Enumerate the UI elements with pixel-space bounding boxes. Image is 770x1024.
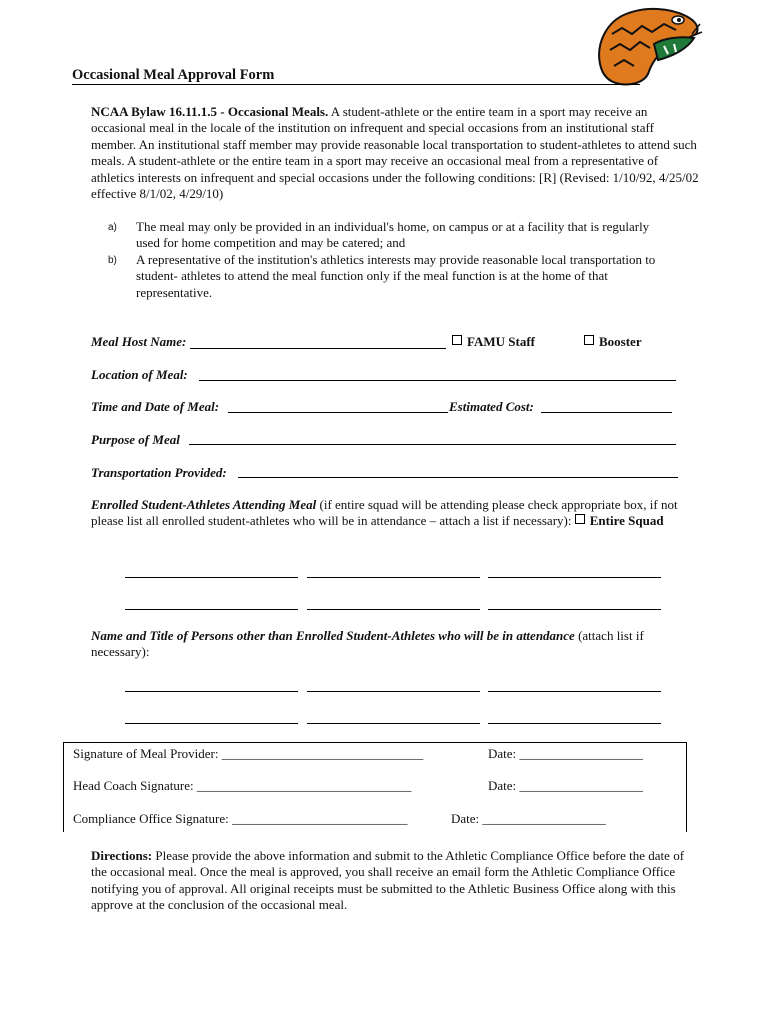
other-persons-note: (attach list if necessary):	[91, 628, 644, 660]
conditions-list	[108, 219, 668, 301]
athlete-name-field[interactable]	[307, 609, 480, 610]
person-name-field[interactable]	[307, 723, 480, 724]
other-persons-label: Name and Title of Persons other than Enrolled Student-Athletes who will be in attendance	[91, 628, 575, 643]
location-field[interactable]	[199, 380, 676, 381]
head-coach-date[interactable]: Date: ___________________	[488, 778, 643, 793]
person-name-field[interactable]	[125, 723, 298, 724]
meal-host-field[interactable]	[190, 348, 446, 349]
location-label: Location of Meal:	[91, 367, 188, 382]
meal-provider-signature[interactable]: Signature of Meal Provider: _______________________________	[73, 746, 424, 761]
list-item	[108, 252, 668, 301]
famu-staff-option[interactable]	[452, 334, 535, 350]
list-marker: a)	[108, 222, 117, 233]
bylaw-paragraph	[91, 104, 701, 202]
list-item-text: A representative of the institution's athletics interests may provide reasonable local transportation to student- athletes to attend the meal function only if the meal function is at the home of that representative.	[136, 251, 656, 300]
entire-squad-option[interactable]	[575, 513, 664, 528]
time-date-label: Time and Date of Meal:	[91, 399, 220, 414]
transportation-field[interactable]	[238, 477, 678, 478]
directions-text: Please provide the above information and submit to the Athletic Compliance Office before the date of the occasional meal. Once the meal is approved, you shall receive an email form the Athletic Compliance Office notifying you of approval. All original receipts must be submitted to the Athletic Business Office along with this approve at the conclusion of the occasional meal.	[91, 848, 685, 913]
directions-paragraph	[91, 848, 691, 914]
person-name-field[interactable]	[307, 691, 480, 692]
transportation-label: Transportation Provided:	[91, 465, 227, 480]
athlete-name-field[interactable]	[307, 577, 480, 578]
bylaw-text: A student-athlete or the entire team in a sport may receive an occasional meal in the locale of the institution on infrequent and special occasions from an institutional staff member. An institutional staff member may provide reasonable local transportation to student-athletes to attend such meals. A student-athlete or the entire team in a sport may receive an occasional meal from a representative of athletics interests on infrequent and special occasions under the following conditions: [R] (Revised: 1/10/92, 4/25/02 effective 8/1/02, 4/29/10)	[91, 104, 699, 202]
list-marker: b)	[108, 254, 117, 266]
title-divider	[72, 84, 640, 85]
directions-heading: Directions:	[91, 848, 153, 863]
enrolled-athletes-note: (if entire squad will be attending please check appropriate box, if not please list all enrolled student-athletes who will be in attendance – attach a list if necessary):	[91, 497, 678, 529]
athlete-name-field[interactable]	[125, 609, 298, 610]
person-name-field[interactable]	[488, 723, 661, 724]
person-name-field[interactable]	[488, 691, 661, 692]
compliance-office-date[interactable]: Date: ___________________	[451, 811, 606, 826]
meal-provider-date[interactable]: Date: ___________________	[488, 746, 643, 761]
athlete-name-field[interactable]	[488, 577, 661, 578]
purpose-label: Purpose of Meal	[91, 432, 180, 447]
purpose-field[interactable]	[189, 444, 676, 445]
compliance-office-signature[interactable]: Compliance Office Signature: ___________________________	[73, 811, 408, 826]
estimated-cost-label: Estimated Cost:	[449, 399, 534, 414]
enrolled-athletes-label: Enrolled Student-Athletes Attending Meal	[91, 497, 317, 512]
famu-staff-label: FAMU Staff	[467, 334, 535, 349]
person-name-field[interactable]	[125, 691, 298, 692]
form-title: Occasional Meal Approval Form	[72, 67, 275, 83]
time-date-field[interactable]	[228, 412, 448, 413]
famu-staff-checkbox[interactable]	[452, 335, 462, 345]
booster-label: Booster	[599, 334, 642, 349]
head-coach-signature[interactable]: Head Coach Signature: _________________________________	[73, 778, 412, 793]
estimated-cost-field[interactable]	[541, 412, 672, 413]
list-item	[108, 219, 668, 252]
athlete-name-field[interactable]	[125, 577, 298, 578]
other-persons-paragraph	[91, 628, 681, 661]
athlete-name-field[interactable]	[488, 609, 661, 610]
booster-option[interactable]	[584, 334, 642, 350]
booster-checkbox[interactable]	[584, 335, 594, 345]
entire-squad-checkbox[interactable]	[575, 514, 585, 524]
entire-squad-label: Entire Squad	[589, 513, 664, 529]
enrolled-athletes-paragraph	[91, 497, 681, 530]
list-item-text: The meal may only be provided in an individual's home, on campus or at a facility that is regularly used for home competition and may be catered; and	[136, 219, 650, 251]
bylaw-heading: NCAA Bylaw 16.11.1.5 - Occasional Meals.	[91, 104, 329, 119]
meal-host-label: Meal Host Name:	[91, 334, 187, 349]
